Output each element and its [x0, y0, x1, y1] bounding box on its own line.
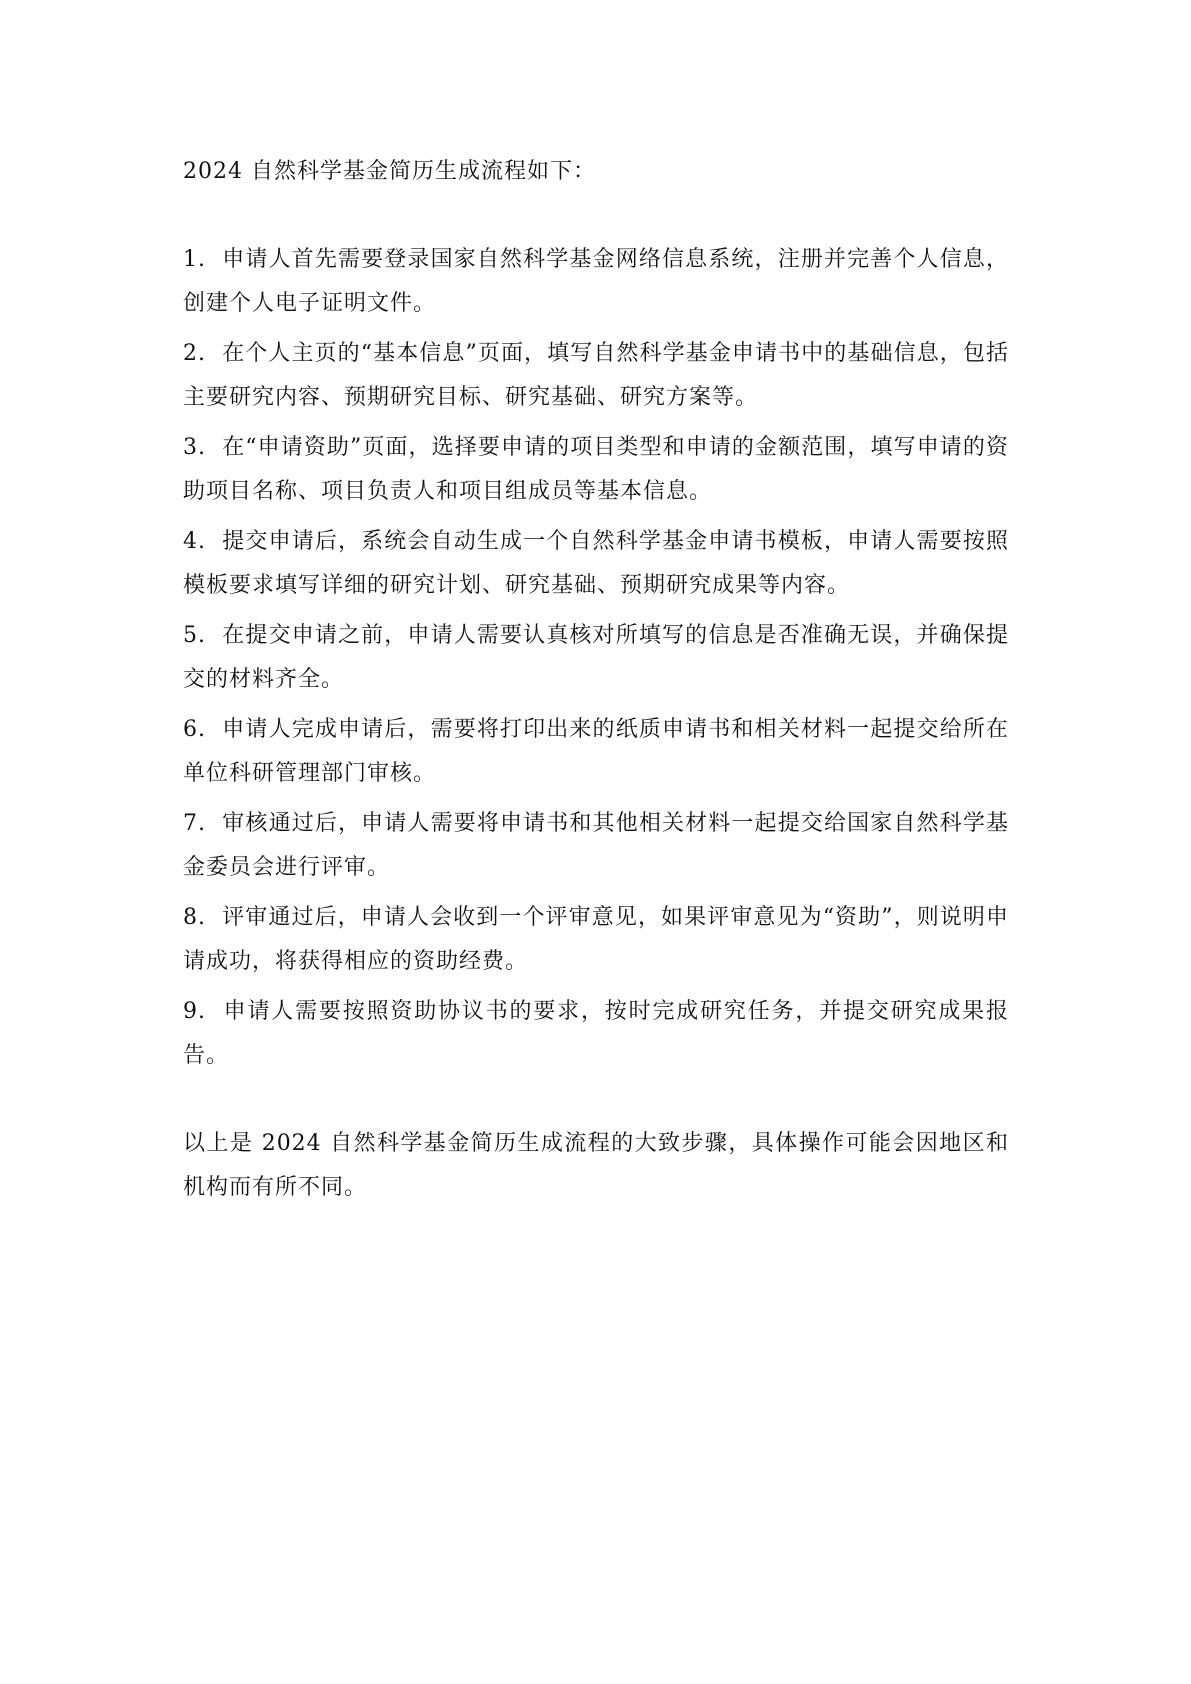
document-body — [183, 150, 1009, 1210]
step-number: 1. — [183, 247, 206, 272]
list-item — [183, 332, 1009, 420]
list-item — [183, 520, 1009, 608]
list-item — [183, 708, 1009, 796]
list-item — [183, 990, 1009, 1078]
step-text: 提交申请后，系统会自动生成一个自然科学基金申请书模板，申请人需要按照模板要求填写详细的研究计划、研究基础、预期研究成果等内容。 — [183, 529, 1009, 598]
conclusion-paragraph: 以上是 2024 自然科学基金简历生成流程的大致步骤，具体操作可能会因地区和机构而有所不同。 — [183, 1131, 1009, 1200]
step-number: 5. — [183, 623, 206, 648]
list-item — [183, 426, 1009, 514]
steps-list — [183, 238, 1009, 1078]
step-text: 评审通过后，申请人会收到一个评审意见，如果评审意见为“资助”，则说明申请成功，将获得相应的资助经费。 — [183, 905, 1009, 974]
list-item — [183, 614, 1009, 702]
step-number: 8. — [183, 905, 206, 930]
intro-paragraph: 2024 自然科学基金简历生成流程如下： — [183, 159, 596, 184]
step-number: 4. — [183, 529, 206, 554]
step-text: 申请人完成申请后，需要将打印出来的纸质申请书和相关材料一起提交给所在单位科研管理部门审核。 — [183, 717, 1009, 786]
step-text: 审核通过后，申请人需要将申请书和其他相关材料一起提交给国家自然科学基金委员会进行评审。 — [183, 811, 1009, 880]
step-number: 6. — [183, 717, 206, 742]
step-number: 2. — [183, 341, 206, 366]
step-text: 在个人主页的“基本信息”页面，填写自然科学基金申请书中的基础信息，包括主要研究内容、预期研究目标、研究基础、研究方案等。 — [183, 341, 1009, 410]
list-item — [183, 238, 1009, 326]
step-number: 3. — [183, 435, 206, 460]
list-item — [183, 896, 1009, 984]
list-item — [183, 802, 1009, 890]
step-text: 在提交申请之前，申请人需要认真核对所填写的信息是否准确无误，并确保提交的材料齐全。 — [183, 623, 1009, 692]
step-number: 9. — [183, 999, 206, 1024]
step-number: 7. — [183, 811, 206, 836]
step-text: 申请人首先需要登录国家自然科学基金网络信息系统，注册并完善个人信息，创建个人电子证明文件。 — [183, 247, 1009, 316]
step-text: 在“申请资助”页面，选择要申请的项目类型和申请的金额范围，填写申请的资助项目名称、项目负责人和项目组成员等基本信息。 — [183, 435, 1009, 504]
step-text: 申请人需要按照资助协议书的要求，按时完成研究任务，并提交研究成果报告。 — [183, 999, 1009, 1068]
